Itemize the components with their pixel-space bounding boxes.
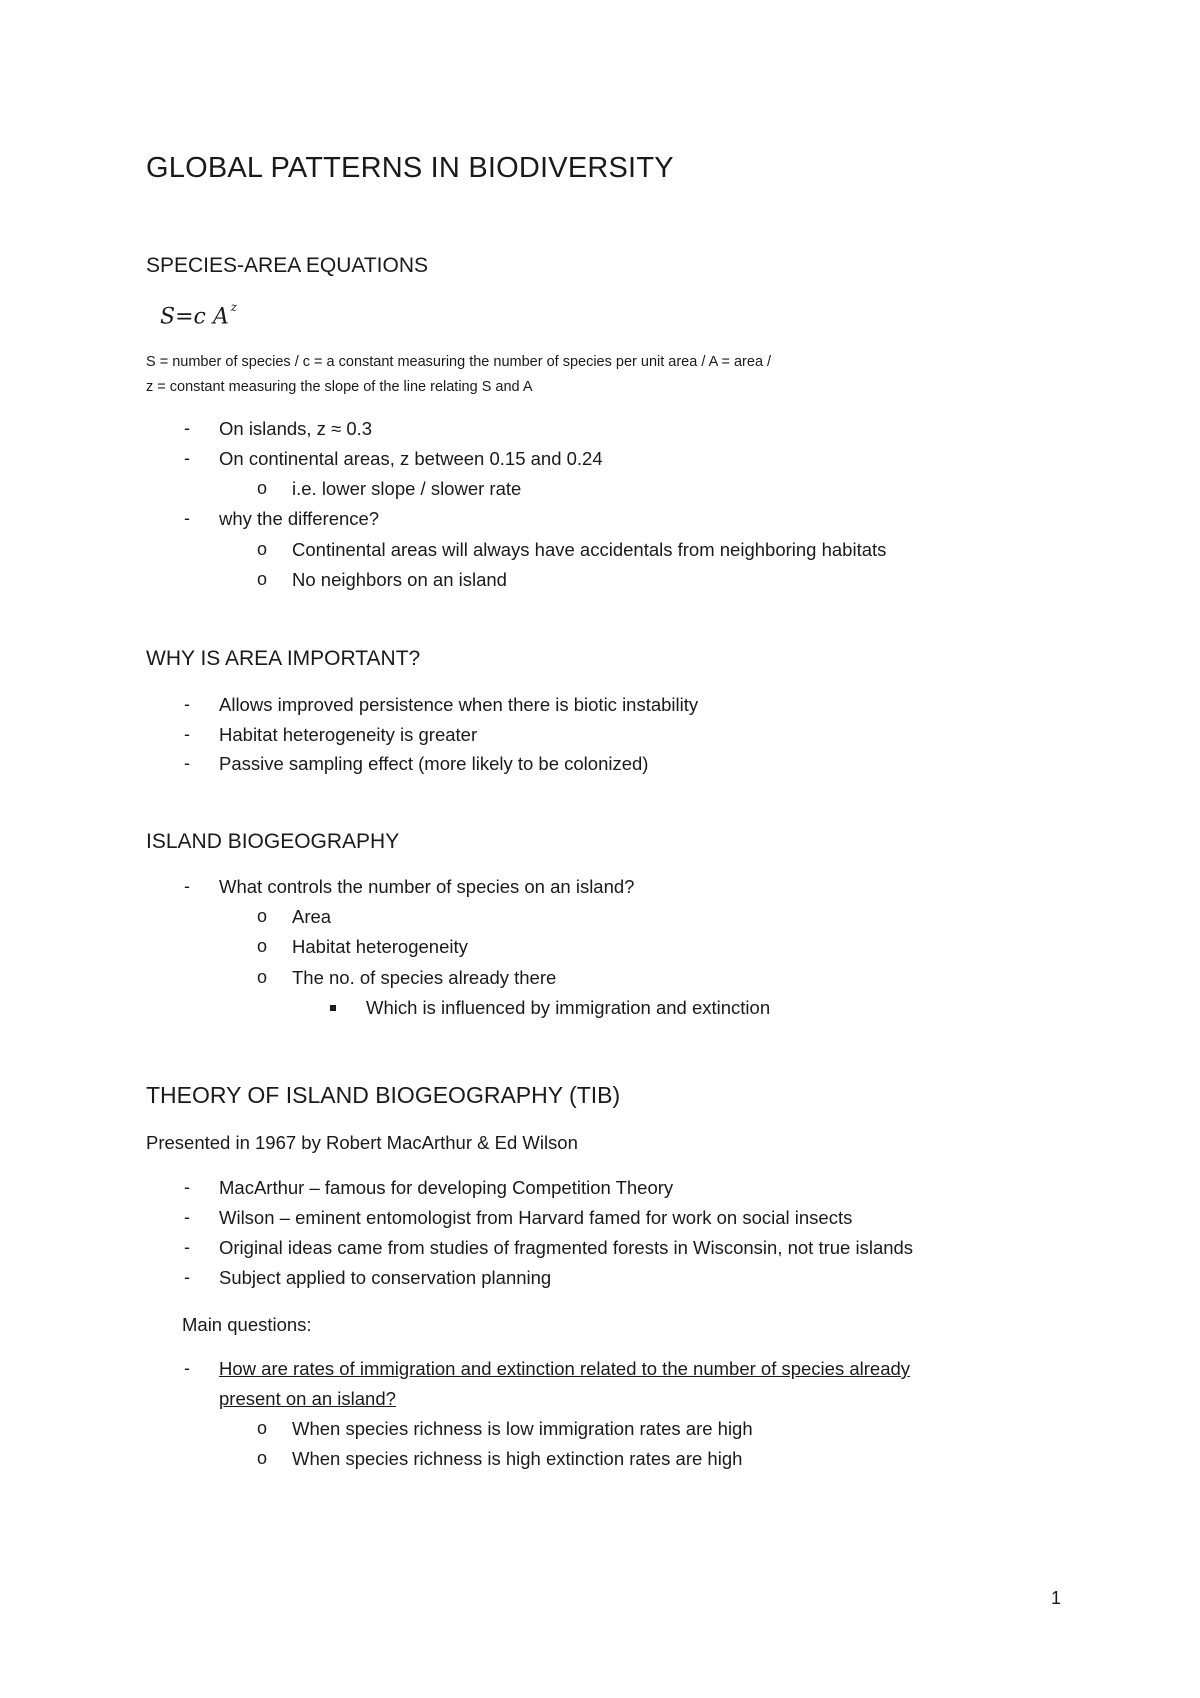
list-item: Wilson – eminent entomologist from Harvard famed for work on social insects [219,1207,853,1228]
circle-bullet: o [257,1448,268,1468]
circle-bullet: o [257,478,268,498]
list-item: When species richness is low immigration rates are high [292,1418,753,1439]
list-item: Subject applied to conservation planning [219,1267,552,1288]
main-questions-label: Main questions: [182,1314,312,1335]
list-item: On continental areas, z between 0.15 and 0.24 [219,448,603,469]
list-item: Habitat heterogeneity is greater [219,724,478,745]
circle-bullet: o [257,1418,268,1438]
list-item: Allows improved persistence when there is biotic instability [219,694,699,715]
area-importance-heading: WHY IS AREA IMPORTANT? [146,647,421,670]
question-line-2: present on an island? [219,1388,396,1409]
formula-definition-line-2: z = constant measuring the slope of the line relating S and A [146,379,533,395]
dash-bullet: - [184,753,190,773]
dash-bullet: - [184,876,190,896]
list-item: Passive sampling effect (more likely to be colonized) [219,753,649,774]
list-item: When species richness is high extinction rates are high [292,1448,743,1469]
list-item: MacArthur – famous for developing Competition Theory [219,1177,674,1198]
list-item: No neighbors on an island [292,569,507,590]
square-bullet-icon [330,1005,336,1011]
page-number: 1 [1051,1588,1062,1608]
dash-bullet: - [184,418,190,438]
list-item: On islands, z ≈ 0.3 [219,418,373,439]
island-biogeography-heading: ISLAND BIOGEOGRAPHY [146,830,400,853]
circle-bullet: o [257,936,268,956]
circle-bullet: o [257,569,268,589]
species-area-heading: SPECIES-AREA EQUATIONS [146,254,429,277]
question-line-1: How are rates of immigration and extinction related to the number of species already [219,1358,911,1379]
dash-bullet: - [184,1207,190,1227]
dash-bullet: - [184,448,190,468]
list-item: Continental areas will always have accidentals from neighboring habitats [292,539,887,560]
formula-base: S=c A [160,304,229,330]
formula-exponent: z [230,300,238,314]
list-item: Original ideas came from studies of fragmented forests in Wisconsin, not true islands [219,1237,914,1258]
dash-bullet: - [184,1237,190,1257]
list-item: Which is influenced by immigration and extinction [366,997,771,1018]
list-item: why the difference? [219,508,380,529]
list-item: Habitat heterogeneity [292,936,468,957]
dash-bullet: - [184,1177,190,1197]
dash-bullet: - [184,1358,190,1378]
list-item: Area [292,906,332,927]
formula-definition-line-1: S = number of species / c = a constant measuring the number of species per unit area / A = area / [146,354,772,370]
tib-heading: THEORY OF ISLAND BIOGEOGRAPHY (TIB) [146,1082,621,1108]
circle-bullet: o [257,906,268,926]
dash-bullet: - [184,508,190,528]
dash-bullet: - [184,1267,190,1287]
list-item: The no. of species already there [292,967,557,988]
circle-bullet: o [257,539,268,559]
list-item: What controls the number of species on an island? [219,876,635,897]
dash-bullet: - [184,724,190,744]
list-item: i.e. lower slope / slower rate [292,478,522,499]
circle-bullet: o [257,967,268,987]
tib-intro: Presented in 1967 by Robert MacArthur & Ed Wilson [146,1132,578,1153]
dash-bullet: - [184,694,190,714]
document-title: GLOBAL PATTERNS IN BIODIVERSITY [146,152,674,184]
species-area-formula [160,300,238,330]
